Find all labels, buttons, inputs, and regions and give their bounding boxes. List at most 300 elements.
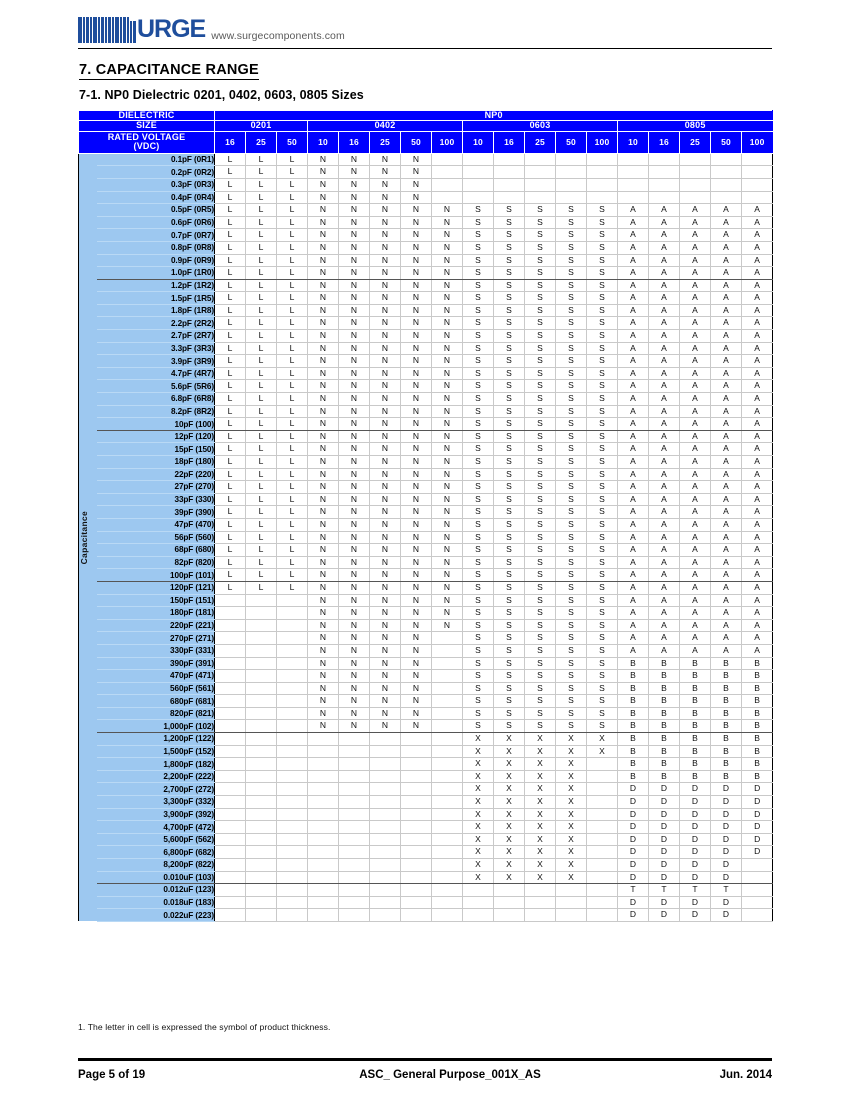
- cell-0402-10: N: [308, 607, 339, 620]
- cell-0603-10: S: [463, 254, 494, 267]
- cell-0402-50: N: [401, 581, 432, 594]
- cell-0603-50: S: [556, 670, 587, 683]
- cell-0805-25: A: [680, 493, 711, 506]
- cell-0201-25: [246, 720, 277, 733]
- cell-0603-25: [525, 896, 556, 909]
- table-row: [79, 896, 773, 909]
- cell-0201-25: L: [246, 317, 277, 330]
- cell-0805-10: B: [618, 695, 649, 708]
- cell-0805-100: A: [742, 594, 773, 607]
- cell-0805-25: D: [680, 783, 711, 796]
- cell-0805-50: B: [711, 745, 742, 758]
- cell-0805-100: A: [742, 607, 773, 620]
- cell-0201-16: L: [215, 292, 246, 305]
- cell-0603-10: S: [463, 607, 494, 620]
- table-row: [79, 670, 773, 683]
- cell-0805-10: D: [618, 896, 649, 909]
- cell-0402-25: N: [370, 405, 401, 418]
- cell-0402-25: [370, 833, 401, 846]
- cell-0201-25: L: [246, 418, 277, 431]
- cell-0201-16: L: [215, 304, 246, 317]
- cell-0805-100: B: [742, 720, 773, 733]
- cell-0402-16: N: [339, 317, 370, 330]
- cell-0805-16: [649, 178, 680, 191]
- page-footer: [78, 1069, 772, 1081]
- table-row: [79, 153, 773, 166]
- cell-0603-100: S: [587, 518, 618, 531]
- cell-0402-100: [432, 846, 463, 859]
- row-capacitance-label: 0.3pF (0R3): [97, 178, 215, 191]
- cell-0603-50: X: [556, 871, 587, 884]
- cell-0805-50: A: [711, 443, 742, 456]
- cell-0603-25: S: [525, 241, 556, 254]
- cell-0603-50: X: [556, 808, 587, 821]
- cell-0805-100: A: [742, 493, 773, 506]
- cell-0603-16: S: [494, 342, 525, 355]
- cell-0603-50: X: [556, 846, 587, 859]
- cell-0603-10: X: [463, 796, 494, 809]
- cell-0805-25: [680, 166, 711, 179]
- cell-0603-50: X: [556, 745, 587, 758]
- cell-0402-16: N: [339, 556, 370, 569]
- cell-0201-50: [277, 707, 308, 720]
- cell-0603-16: S: [494, 657, 525, 670]
- cell-0603-50: S: [556, 204, 587, 217]
- cell-0201-50: L: [277, 456, 308, 469]
- cell-0603-100: S: [587, 544, 618, 557]
- cell-0603-25: S: [525, 367, 556, 380]
- cell-0805-50: D: [711, 808, 742, 821]
- cell-0402-16: [339, 833, 370, 846]
- header-voltage-0402-100: 100: [432, 131, 463, 153]
- cell-0603-100: [587, 191, 618, 204]
- cell-0402-50: N: [401, 707, 432, 720]
- table-row: [79, 783, 773, 796]
- cell-0201-16: L: [215, 191, 246, 204]
- cell-0402-50: [401, 758, 432, 771]
- cell-0603-50: S: [556, 581, 587, 594]
- cell-0201-25: [246, 871, 277, 884]
- cell-0603-25: S: [525, 443, 556, 456]
- cell-0402-10: [308, 846, 339, 859]
- cell-0805-25: A: [680, 468, 711, 481]
- cell-0603-10: S: [463, 456, 494, 469]
- cell-0805-25: A: [680, 456, 711, 469]
- cell-0402-25: N: [370, 254, 401, 267]
- cell-0402-50: [401, 871, 432, 884]
- cell-0402-16: N: [339, 216, 370, 229]
- cell-0402-25: N: [370, 506, 401, 519]
- cell-0402-25: N: [370, 632, 401, 645]
- cell-0201-50: L: [277, 191, 308, 204]
- cell-0201-50: L: [277, 518, 308, 531]
- cell-0603-10: [463, 166, 494, 179]
- cell-0402-16: N: [339, 241, 370, 254]
- cell-0402-100: [432, 153, 463, 166]
- cell-0201-16: L: [215, 481, 246, 494]
- cell-0805-10: B: [618, 770, 649, 783]
- cell-0805-10: D: [618, 909, 649, 922]
- cell-0603-50: S: [556, 216, 587, 229]
- cell-0603-10: S: [463, 443, 494, 456]
- cell-0402-25: N: [370, 317, 401, 330]
- table-row: [79, 292, 773, 305]
- table-row: [79, 254, 773, 267]
- cell-0603-16: S: [494, 518, 525, 531]
- cell-0402-16: N: [339, 380, 370, 393]
- row-capacitance-label: 270pF (271): [97, 632, 215, 645]
- cell-0603-16: S: [494, 216, 525, 229]
- table-row: [79, 619, 773, 632]
- cell-0603-16: S: [494, 241, 525, 254]
- cell-0402-25: [370, 846, 401, 859]
- cell-0402-25: N: [370, 531, 401, 544]
- cell-0402-50: N: [401, 481, 432, 494]
- cell-0201-16: [215, 720, 246, 733]
- cell-0402-10: N: [308, 304, 339, 317]
- cell-0402-50: N: [401, 342, 432, 355]
- cell-0603-16: S: [494, 292, 525, 305]
- cell-0402-16: N: [339, 153, 370, 166]
- cell-0805-10: A: [618, 342, 649, 355]
- cell-0201-25: L: [246, 456, 277, 469]
- cell-0603-100: [587, 770, 618, 783]
- cell-0402-25: N: [370, 393, 401, 406]
- cell-0603-10: X: [463, 871, 494, 884]
- cell-0402-100: [432, 733, 463, 746]
- row-capacitance-label: 1,500pF (152): [97, 745, 215, 758]
- cell-0603-25: S: [525, 405, 556, 418]
- cell-0603-100: [587, 178, 618, 191]
- cell-0603-25: S: [525, 544, 556, 557]
- cell-0805-16: A: [649, 531, 680, 544]
- cell-0603-100: S: [587, 619, 618, 632]
- cell-0402-50: [401, 884, 432, 897]
- cell-0805-25: B: [680, 707, 711, 720]
- row-capacitance-label: 8,200pF (822): [97, 859, 215, 872]
- cell-0201-50: L: [277, 443, 308, 456]
- header-rated-voltage-label: RATED VOLTAGE (VDC): [79, 131, 215, 153]
- cell-0805-10: A: [618, 493, 649, 506]
- cell-0402-10: N: [308, 581, 339, 594]
- row-capacitance-label: 0.022uF (223): [97, 909, 215, 922]
- cell-0603-25: S: [525, 418, 556, 431]
- cell-0603-50: X: [556, 859, 587, 872]
- header-voltage-0603-100: 100: [587, 131, 618, 153]
- cell-0603-100: S: [587, 556, 618, 569]
- cell-0603-10: S: [463, 330, 494, 343]
- cell-0805-16: [649, 153, 680, 166]
- table-row: [79, 556, 773, 569]
- row-capacitance-label: 0.018uF (183): [97, 896, 215, 909]
- logo-wordmark: URGE: [137, 15, 206, 43]
- cell-0805-16: B: [649, 707, 680, 720]
- cell-0603-16: X: [494, 821, 525, 834]
- cell-0402-10: [308, 821, 339, 834]
- cell-0603-50: X: [556, 758, 587, 771]
- cell-0805-16: D: [649, 859, 680, 872]
- table-row: [79, 430, 773, 443]
- cell-0402-100: N: [432, 556, 463, 569]
- cell-0201-25: L: [246, 279, 277, 292]
- cell-0603-50: S: [556, 342, 587, 355]
- cell-0805-10: A: [618, 418, 649, 431]
- cell-0402-16: N: [339, 632, 370, 645]
- cell-0805-50: B: [711, 695, 742, 708]
- row-capacitance-label: 68pF (680): [97, 544, 215, 557]
- cell-0805-16: A: [649, 292, 680, 305]
- cell-0805-10: A: [618, 254, 649, 267]
- cell-0201-50: L: [277, 153, 308, 166]
- cell-0201-25: [246, 758, 277, 771]
- row-capacitance-label: 180pF (181): [97, 607, 215, 620]
- cell-0805-16: A: [649, 267, 680, 280]
- cell-0805-25: D: [680, 796, 711, 809]
- cell-0805-10: D: [618, 833, 649, 846]
- cell-0603-10: S: [463, 506, 494, 519]
- cell-0201-50: L: [277, 241, 308, 254]
- cell-0201-25: [246, 745, 277, 758]
- cell-0402-25: N: [370, 430, 401, 443]
- cell-0805-10: A: [618, 544, 649, 557]
- cell-0805-100: B: [742, 695, 773, 708]
- cell-0201-16: [215, 594, 246, 607]
- cell-0402-25: N: [370, 241, 401, 254]
- cell-0603-100: [587, 821, 618, 834]
- cell-0201-16: L: [215, 241, 246, 254]
- cell-0603-100: S: [587, 254, 618, 267]
- cell-0805-25: A: [680, 607, 711, 620]
- cell-0805-100: A: [742, 531, 773, 544]
- cell-0201-16: [215, 808, 246, 821]
- cell-0603-50: [556, 178, 587, 191]
- cell-0402-10: N: [308, 594, 339, 607]
- row-capacitance-label: 100pF (101): [97, 569, 215, 582]
- cell-0603-16: S: [494, 632, 525, 645]
- row-capacitance-label: 15pF (150): [97, 443, 215, 456]
- cell-0201-16: L: [215, 178, 246, 191]
- table-row: [79, 632, 773, 645]
- cell-0603-50: S: [556, 644, 587, 657]
- cell-0603-16: [494, 909, 525, 922]
- cell-0201-16: [215, 859, 246, 872]
- cell-0603-50: S: [556, 430, 587, 443]
- cell-0402-100: N: [432, 279, 463, 292]
- cell-0201-50: [277, 909, 308, 922]
- cell-0402-100: N: [432, 493, 463, 506]
- cell-0402-16: N: [339, 267, 370, 280]
- cell-0402-100: N: [432, 204, 463, 217]
- cell-0805-25: A: [680, 632, 711, 645]
- cell-0805-50: [711, 191, 742, 204]
- cell-0805-16: A: [649, 443, 680, 456]
- cell-0805-10: A: [618, 367, 649, 380]
- cell-0805-10: A: [618, 317, 649, 330]
- cell-0603-100: [587, 758, 618, 771]
- cell-0805-50: D: [711, 846, 742, 859]
- cell-0603-10: S: [463, 279, 494, 292]
- cell-0603-100: [587, 833, 618, 846]
- cell-0805-50: A: [711, 267, 742, 280]
- cell-0201-50: [277, 846, 308, 859]
- cell-0603-25: X: [525, 758, 556, 771]
- cell-0201-25: L: [246, 569, 277, 582]
- table-row: [79, 720, 773, 733]
- cell-0402-100: N: [432, 216, 463, 229]
- header-voltage-0805-50: 50: [711, 131, 742, 153]
- cell-0201-50: [277, 745, 308, 758]
- cell-0603-50: S: [556, 657, 587, 670]
- cell-0603-100: S: [587, 418, 618, 431]
- cell-0402-25: [370, 859, 401, 872]
- cell-0805-10: D: [618, 796, 649, 809]
- cell-0805-10: B: [618, 670, 649, 683]
- cell-0805-50: D: [711, 796, 742, 809]
- cell-0805-25: A: [680, 229, 711, 242]
- cell-0402-10: N: [308, 279, 339, 292]
- cell-0201-25: L: [246, 342, 277, 355]
- cell-0603-10: S: [463, 468, 494, 481]
- cell-0201-50: L: [277, 544, 308, 557]
- cell-0805-100: A: [742, 418, 773, 431]
- cell-0201-50: [277, 896, 308, 909]
- cell-0805-100: B: [742, 745, 773, 758]
- cell-0805-25: B: [680, 720, 711, 733]
- cell-0603-10: [463, 884, 494, 897]
- row-capacitance-label: 22pF (220): [97, 468, 215, 481]
- cell-0402-50: N: [401, 216, 432, 229]
- cell-0603-10: S: [463, 304, 494, 317]
- cell-0603-10: S: [463, 418, 494, 431]
- row-capacitance-label: 39pF (390): [97, 506, 215, 519]
- cell-0201-25: [246, 607, 277, 620]
- cell-0201-25: L: [246, 166, 277, 179]
- cell-0805-50: A: [711, 594, 742, 607]
- cell-0201-16: [215, 644, 246, 657]
- cell-0201-16: L: [215, 380, 246, 393]
- cell-0805-16: B: [649, 657, 680, 670]
- cell-0201-50: [277, 670, 308, 683]
- cell-0603-25: S: [525, 632, 556, 645]
- cell-0805-100: A: [742, 267, 773, 280]
- cell-0603-25: X: [525, 846, 556, 859]
- cell-0402-10: [308, 833, 339, 846]
- cell-0201-25: L: [246, 531, 277, 544]
- cell-0201-50: L: [277, 581, 308, 594]
- row-capacitance-label: 12pF (120): [97, 430, 215, 443]
- cell-0201-50: L: [277, 166, 308, 179]
- cell-0805-16: B: [649, 733, 680, 746]
- row-capacitance-label: 820pF (821): [97, 707, 215, 720]
- cell-0805-10: B: [618, 758, 649, 771]
- cell-0603-100: [587, 896, 618, 909]
- cell-0402-10: N: [308, 443, 339, 456]
- cell-0402-16: N: [339, 644, 370, 657]
- cell-0201-50: [277, 770, 308, 783]
- cell-0402-16: N: [339, 178, 370, 191]
- cell-0402-100: N: [432, 619, 463, 632]
- cell-0201-16: L: [215, 317, 246, 330]
- table-row: [79, 443, 773, 456]
- cell-0603-100: X: [587, 745, 618, 758]
- cell-0402-100: N: [432, 518, 463, 531]
- cell-0402-25: N: [370, 493, 401, 506]
- cell-0603-25: S: [525, 481, 556, 494]
- capacitance-range-table: [78, 110, 773, 922]
- cell-0603-100: S: [587, 682, 618, 695]
- cell-0201-16: L: [215, 342, 246, 355]
- cell-0603-100: S: [587, 456, 618, 469]
- cell-0402-25: N: [370, 443, 401, 456]
- row-capacitance-label: 560pF (561): [97, 682, 215, 695]
- cell-0402-10: N: [308, 644, 339, 657]
- cell-0402-50: [401, 796, 432, 809]
- cell-0805-16: D: [649, 896, 680, 909]
- footer-date: Jun. 2014: [719, 1069, 772, 1081]
- row-capacitance-label: 1,000pF (102): [97, 720, 215, 733]
- cell-0603-25: S: [525, 506, 556, 519]
- cell-0805-10: A: [618, 393, 649, 406]
- cell-0603-10: S: [463, 481, 494, 494]
- cell-0603-10: [463, 909, 494, 922]
- cell-0805-25: B: [680, 745, 711, 758]
- cell-0402-100: N: [432, 342, 463, 355]
- cell-0402-100: N: [432, 241, 463, 254]
- cell-0201-25: L: [246, 241, 277, 254]
- table-row: [79, 405, 773, 418]
- cell-0402-50: N: [401, 657, 432, 670]
- cell-0402-16: N: [339, 304, 370, 317]
- cell-0603-50: S: [556, 468, 587, 481]
- cell-0402-100: N: [432, 317, 463, 330]
- cell-0805-25: [680, 153, 711, 166]
- cell-0201-16: [215, 846, 246, 859]
- cell-0402-16: N: [339, 191, 370, 204]
- cell-0805-10: A: [618, 632, 649, 645]
- cell-0201-16: L: [215, 518, 246, 531]
- cell-0805-100: A: [742, 581, 773, 594]
- cell-0201-16: [215, 670, 246, 683]
- cell-0603-10: S: [463, 670, 494, 683]
- table-row: [79, 594, 773, 607]
- cell-0201-25: L: [246, 380, 277, 393]
- cell-0805-50: A: [711, 506, 742, 519]
- cell-0402-50: N: [401, 493, 432, 506]
- cell-0402-16: N: [339, 695, 370, 708]
- cell-0805-100: A: [742, 405, 773, 418]
- cell-0402-25: [370, 808, 401, 821]
- cell-0805-10: A: [618, 380, 649, 393]
- cell-0603-100: S: [587, 430, 618, 443]
- cell-0805-10: D: [618, 871, 649, 884]
- cell-0603-25: S: [525, 657, 556, 670]
- cell-0201-16: [215, 745, 246, 758]
- cell-0603-100: S: [587, 304, 618, 317]
- cell-0805-16: B: [649, 758, 680, 771]
- cell-0603-25: S: [525, 644, 556, 657]
- table-row: [79, 871, 773, 884]
- cell-0402-16: N: [339, 254, 370, 267]
- cell-0603-10: S: [463, 720, 494, 733]
- cell-0402-50: N: [401, 367, 432, 380]
- cell-0603-100: [587, 871, 618, 884]
- header-voltage-0805-10: 10: [618, 131, 649, 153]
- cell-0805-100: [742, 178, 773, 191]
- row-capacitance-label: 120pF (121): [97, 581, 215, 594]
- cell-0201-50: [277, 783, 308, 796]
- cell-0603-50: S: [556, 531, 587, 544]
- cell-0805-50: A: [711, 544, 742, 557]
